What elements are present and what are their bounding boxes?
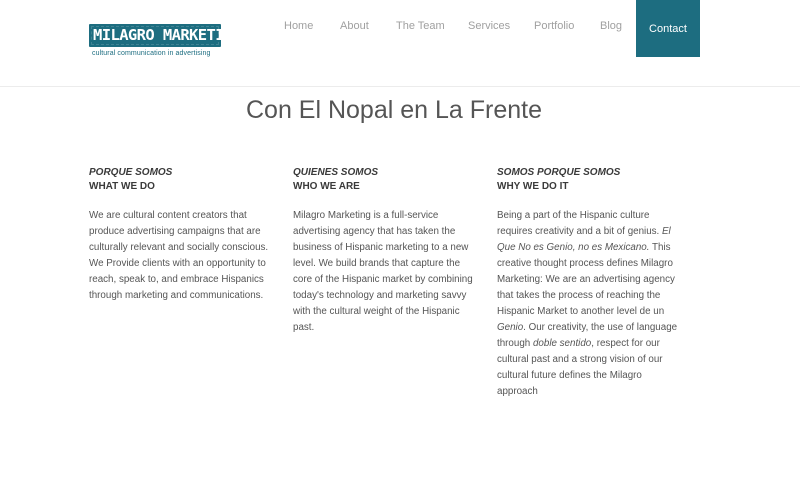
- page-title: Con El Nopal en La Frente: [245, 96, 542, 124]
- nav-contact[interactable]: Contact: [636, 0, 700, 57]
- column-what-we-do: [89, 166, 275, 304]
- column-kicker: PORQUE SOMOS: [89, 167, 173, 178]
- column-who-we-are: [293, 166, 479, 336]
- italic-phrase: doble sentido: [532, 338, 592, 349]
- column-text: We are cultural content creators that produce advertising campaigns that are culturally relevant and socially conscious. We Provide clients with an opportunity to reach, speak to, and embrace Hispanics through marketing and communications.: [89, 210, 269, 301]
- nav-services[interactable]: Services: [468, 20, 511, 32]
- text-segment: Being a part of the Hispanic culture requires creativity and a bit of genius.: [497, 210, 660, 237]
- nav-blog[interactable]: Blog: [600, 20, 623, 32]
- nav-the-team[interactable]: The Team: [396, 20, 445, 32]
- nav-home[interactable]: Home: [284, 20, 314, 32]
- italic-phrase: El Que No es Genio, no es Mexicano.: [497, 226, 671, 253]
- milagro-marketing-logo[interactable]: [89, 24, 242, 60]
- column-kicker: SOMOS PORQUE SOMOS: [497, 167, 621, 178]
- logo-badge: [89, 24, 242, 47]
- column-text: Milagro Marketing is a full-service advertising agency that has taken the business of Hispanic marketing to a new level. We build brands that capture the core of the Hispanic market by combining today's technology and marketing savvy with the cultural weight of the Hispanic past.: [293, 210, 473, 333]
- text-segment: , respect for our cultural past and a strong vision of our cultural future defines the Milagro approach: [497, 338, 663, 397]
- text-segment: This creative thought process defines Milagro Marketing: We are an advertising agency that takes the process of reaching the Hispanic Market to another level de un: [497, 242, 675, 317]
- nav-portfolio[interactable]: Portfolio: [534, 20, 575, 32]
- column-heading: WHO WE ARE: [293, 181, 360, 192]
- logo-title: MILAGRO MARKETING: [93, 26, 242, 44]
- column-why-we-do-it: [497, 166, 683, 400]
- column-kicker: QUIENES SOMOS: [293, 167, 379, 178]
- column-heading: WHY WE DO IT: [497, 181, 569, 192]
- column-text: [497, 208, 683, 400]
- logo-tagline: cultural communication in advertising: [92, 50, 211, 57]
- italic-phrase: Genio: [497, 322, 524, 333]
- column-heading: WHAT WE DO: [89, 181, 155, 192]
- site-header: [0, 0, 800, 87]
- nav-about[interactable]: About: [340, 20, 369, 32]
- text-segment: . Our creativity, the use of language through: [497, 322, 678, 349]
